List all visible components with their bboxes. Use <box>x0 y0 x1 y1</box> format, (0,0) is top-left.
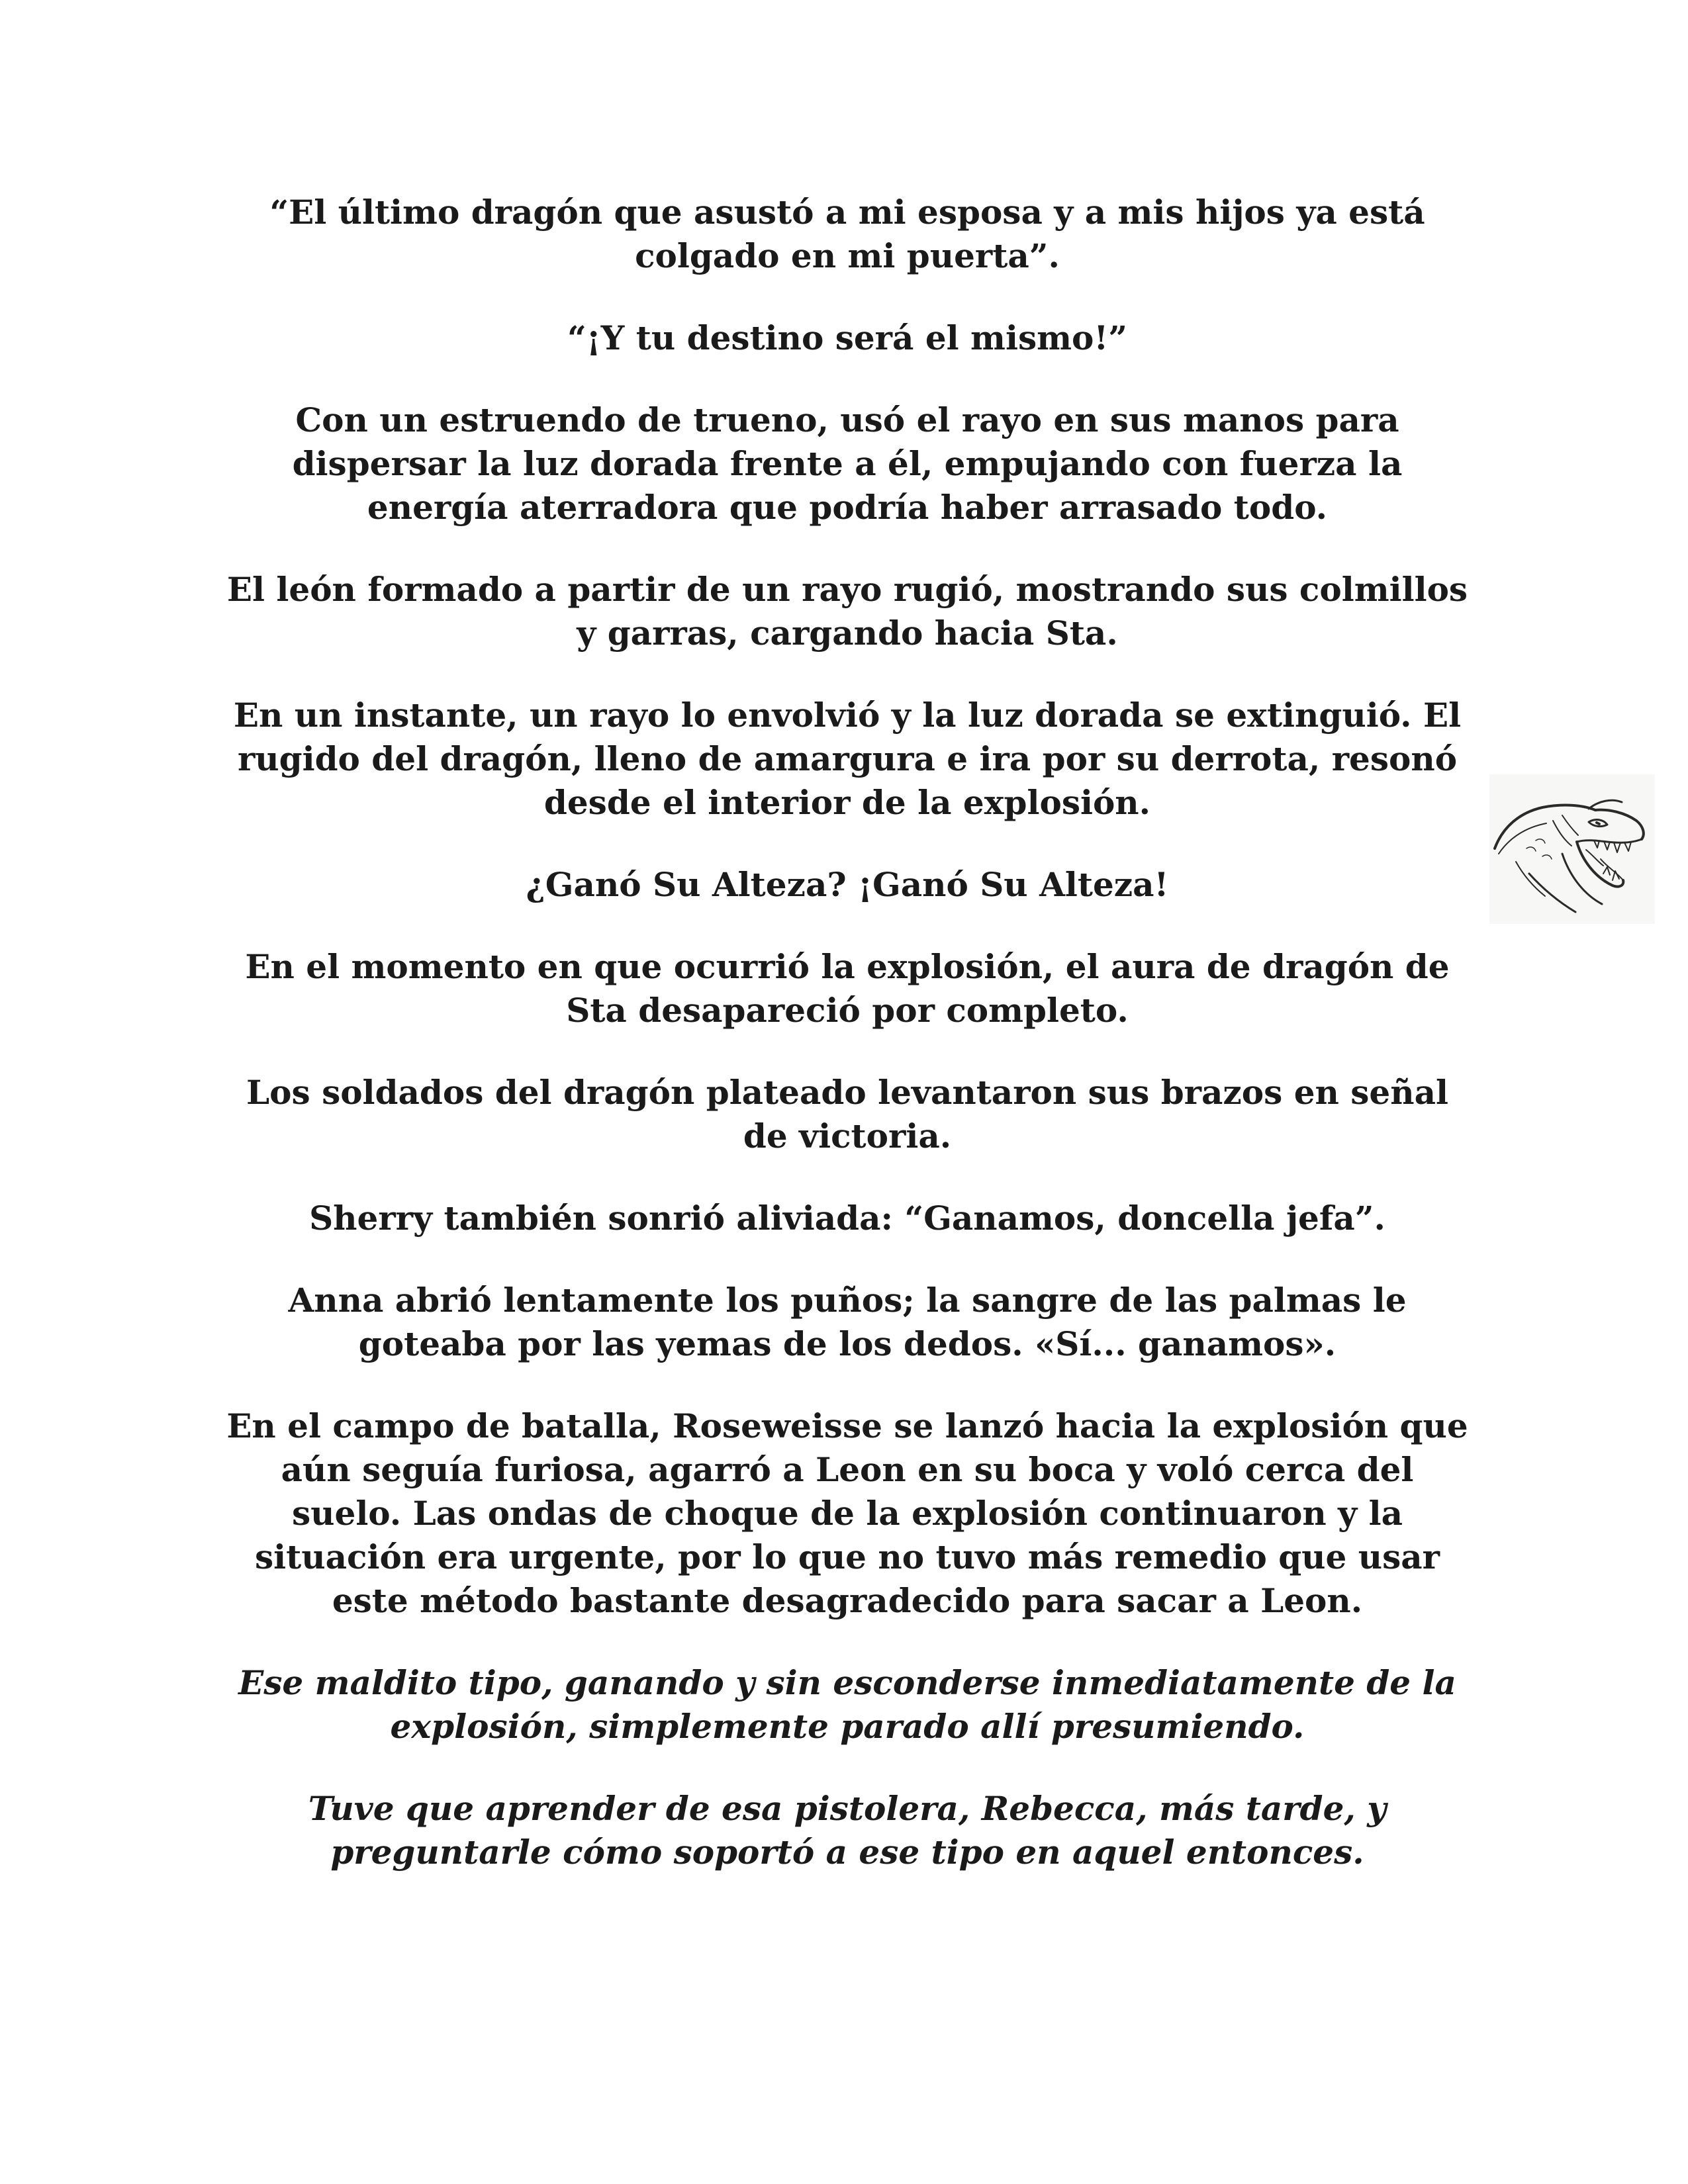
paragraph-11: En el campo de batalla, Roseweisse se lanzó hacia la explosión que aún seguía furiosa, agarró a Leon en su boca y voló cerca del suelo. Las ondas de choque de la explosión continuaron y la situación era urgente, por lo que no tuvo más remedio que usar este método bastante desagradecido para sacar a Leon. <box>226 1406 1468 1620</box>
paragraph-10: Anna abrió lentamente los puños; la sangre de las palmas le goteaba por las yemas de los dedos. «Sí... ganamos». <box>288 1281 1407 1363</box>
paragraph-1: “El último dragón que asustó a mi esposa y a mis hijos ya está colgado en mi puerta”. <box>269 193 1425 275</box>
dragon-sketch-svg <box>1489 774 1655 924</box>
story-text <box>225 191 1470 1913</box>
paragraph-4: El león formado a partir de un rayo rugió, mostrando sus colmillos y garras, cargando hacia Sta. <box>226 570 1468 653</box>
paragraph-9: Sherry también sonrió aliviada: “Ganamos, doncella jefa”. <box>309 1199 1385 1238</box>
paragraph-13-italic: Tuve que aprender de esa pistolera, Rebecca, más tarde, y preguntarle cómo soportó a ese tipo en aquel entonces. <box>308 1789 1387 1872</box>
dragon-head-sketch-icon <box>1489 774 1655 924</box>
paragraph-6: ¿Ganó Su Alteza? ¡Ganó Su Alteza! <box>526 865 1169 904</box>
paragraph-7: En el momento en que ocurrió la explosión, el aura de dragón de Sta desapareció por completo. <box>245 947 1450 1030</box>
paragraph-12-italic: Ese maldito tipo, ganando y sin esconderse inmediatamente de la explosión, simplemente parado allí presumiendo. <box>238 1663 1456 1746</box>
paragraph-5: En un instante, un rayo lo envolvió y la luz dorada se extinguió. El rugido del dragón, lleno de amargura e ira por su derrota, resonó desde el interior de la explosión. <box>233 696 1462 822</box>
paragraph-2: “¡Y tu destino será el mismo!” <box>567 318 1128 357</box>
paragraph-3: Con un estruendo de trueno, usó el rayo en sus manos para dispersar la luz dorada frente a él, empujando con fuerza la energía aterradora que podría haber arrasado todo. <box>292 400 1403 527</box>
paragraph-8: Los soldados del dragón plateado levantaron sus brazos en señal de victoria. <box>246 1073 1448 1156</box>
